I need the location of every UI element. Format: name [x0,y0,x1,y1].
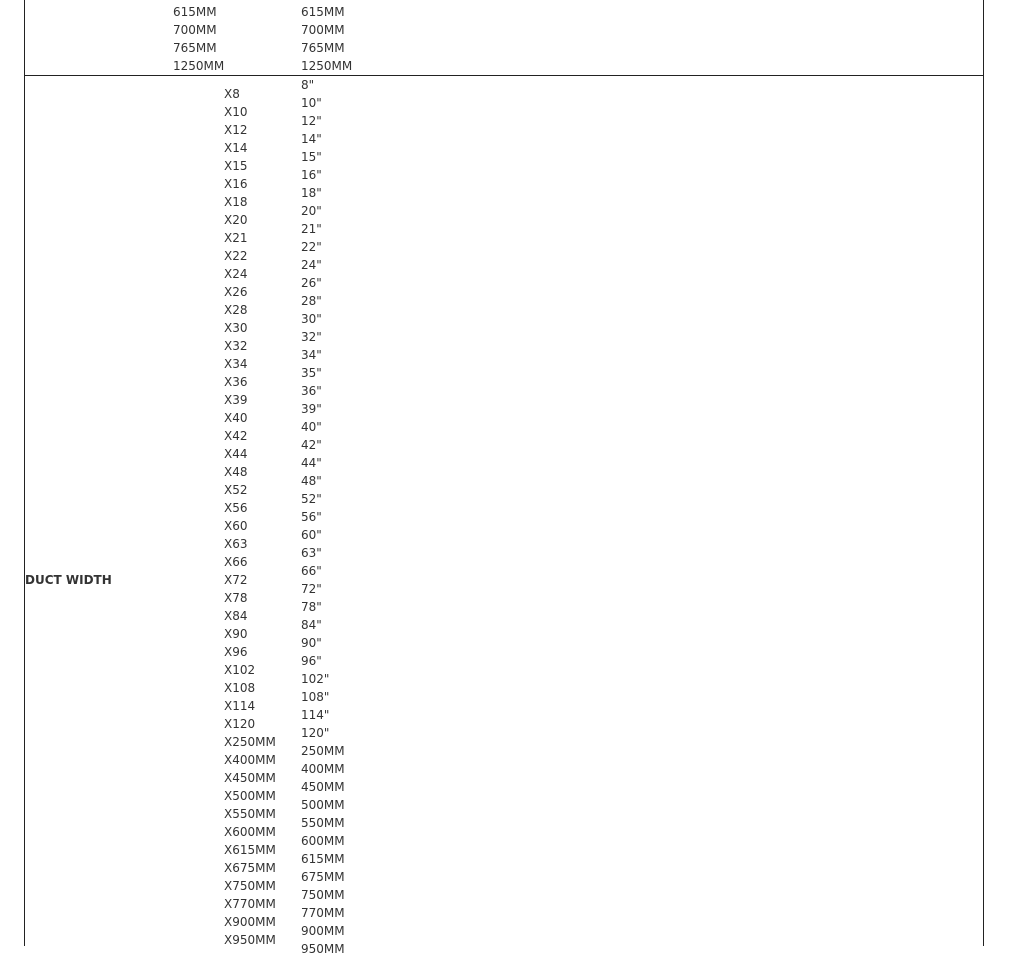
list-item: X750MM [224,879,276,893]
list-item: 8" [301,78,315,92]
list-item: 450MM [301,780,345,794]
table-border-right [983,0,984,946]
list-item: 770MM [301,906,345,920]
list-item: X12 [224,123,248,137]
list-item: 18" [301,186,322,200]
list-item: X21 [224,231,248,245]
list-item: X52 [224,483,248,497]
list-item: X56 [224,501,248,515]
list-item: 10" [301,96,322,110]
list-item: X96 [224,645,248,659]
list-item: X30 [224,321,248,335]
list-item: X72 [224,573,248,587]
duct-width-multipliers [224,85,276,949]
list-item: 765MM [301,41,345,55]
list-item: 42" [301,438,322,452]
list-item: X600MM [224,825,276,839]
list-item: X32 [224,339,248,353]
list-item: 615MM [301,5,345,19]
list-item: 765MM [173,41,217,55]
duct-width-label: DUCT WIDTH [25,573,112,587]
list-item: X10 [224,105,248,119]
list-item: X22 [224,249,248,263]
list-item: X675MM [224,861,276,875]
list-item: 22" [301,240,322,254]
list-item: 700MM [173,23,217,37]
list-item: 500MM [301,798,345,812]
list-item: 66" [301,564,322,578]
list-item: 30" [301,312,322,326]
list-item: 16" [301,168,322,182]
list-item: X34 [224,357,248,371]
list-item: 950MM [301,942,345,956]
list-item: X770MM [224,897,276,911]
list-item: 550MM [301,816,345,830]
list-item: X615MM [224,843,276,857]
list-item: X900MM [224,915,276,929]
list-item: 615MM [173,5,217,19]
list-item: 600MM [301,834,345,848]
list-item: 1250MM [173,59,225,73]
list-item: X66 [224,555,248,569]
list-item: 63" [301,546,322,560]
list-item: 72" [301,582,322,596]
list-item: 44" [301,456,322,470]
list-item: X16 [224,177,248,191]
list-item: X120 [224,717,256,731]
list-item: 40" [301,420,322,434]
table-border-left [24,0,25,946]
list-item: X60 [224,519,248,533]
list-item: X28 [224,303,248,317]
list-item: X90 [224,627,248,641]
list-item: X108 [224,681,256,695]
list-item: 900MM [301,924,345,938]
duct-width-values [301,76,345,958]
list-item: 108" [301,690,330,704]
list-item: 400MM [301,762,345,776]
list-item: 39" [301,402,322,416]
list-item: 120" [301,726,330,740]
list-item: X102 [224,663,256,677]
list-item: 12" [301,114,322,128]
list-item: 96" [301,654,322,668]
list-item: 102" [301,672,330,686]
list-item: 250MM [301,744,345,758]
list-item: 84" [301,618,322,632]
list-item: X40 [224,411,248,425]
list-item: 15" [301,150,322,164]
list-item: X48 [224,465,248,479]
list-item: 20" [301,204,322,218]
list-item: 1250MM [301,59,353,73]
list-item: X400MM [224,753,276,767]
list-item: X550MM [224,807,276,821]
table-row-divider [24,75,984,76]
list-item: X44 [224,447,248,461]
list-item: 48" [301,474,322,488]
list-item: 26" [301,276,322,290]
list-item: X250MM [224,735,276,749]
list-item: 700MM [301,23,345,37]
list-item: 34" [301,348,322,362]
list-item: 56" [301,510,322,524]
top-row-column-b [301,3,352,75]
list-item: 90" [301,636,322,650]
list-item: X63 [224,537,248,551]
list-item: 32" [301,330,322,344]
list-item: X114 [224,699,256,713]
list-item: X39 [224,393,248,407]
list-item: X36 [224,375,248,389]
list-item: 750MM [301,888,345,902]
list-item: 14" [301,132,322,146]
list-item: X20 [224,213,248,227]
list-item: 24" [301,258,322,272]
list-item: 675MM [301,870,345,884]
list-item: X84 [224,609,248,623]
list-item: X18 [224,195,248,209]
top-row-column-a [173,3,224,75]
list-item: X14 [224,141,248,155]
list-item: X450MM [224,771,276,785]
list-item: 114" [301,708,330,722]
list-item: 78" [301,600,322,614]
list-item: 615MM [301,852,345,866]
list-item: X78 [224,591,248,605]
list-item: 52" [301,492,322,506]
list-item: X42 [224,429,248,443]
list-item: X26 [224,285,248,299]
list-item: 21" [301,222,322,236]
list-item: 28" [301,294,322,308]
list-item: X500MM [224,789,276,803]
list-item: X950MM [224,933,276,947]
list-item: 60" [301,528,322,542]
list-item: X15 [224,159,248,173]
list-item: X8 [224,87,240,101]
list-item: 35" [301,366,322,380]
list-item: 36" [301,384,322,398]
list-item: X24 [224,267,248,281]
